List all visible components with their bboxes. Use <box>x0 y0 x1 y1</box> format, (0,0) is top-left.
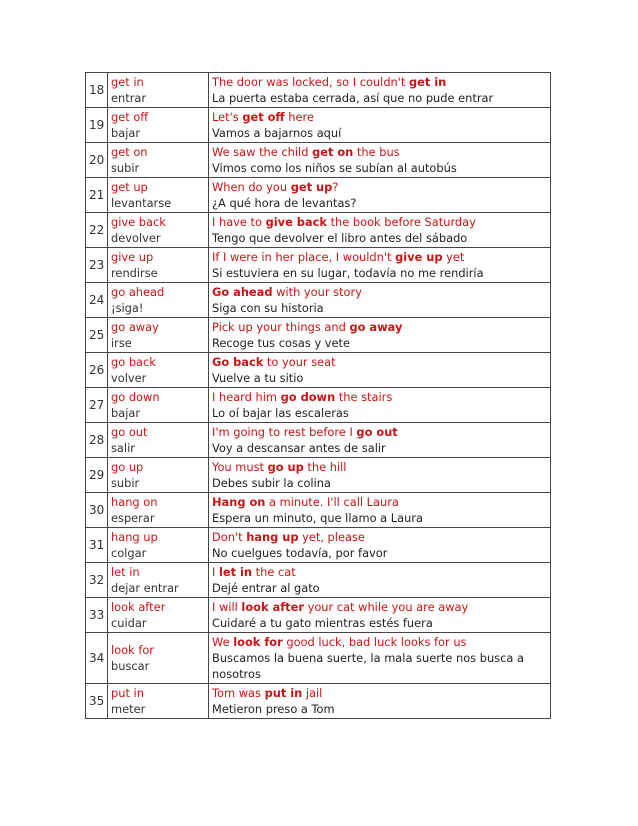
highlighted-verb: Go back <box>212 355 264 369</box>
phrasal-verb-english: look for <box>111 643 154 657</box>
verb-cell <box>108 73 209 108</box>
example-cell <box>209 143 551 178</box>
example-cell <box>209 458 551 493</box>
row-number: 35 <box>86 684 108 719</box>
example-sentence-english <box>212 179 547 195</box>
phrasal-verb-spanish: esperar <box>111 511 155 525</box>
example-sentence-spanish: La puerta estaba cerrada, así que no pude entrar <box>212 91 494 105</box>
verb-cell <box>108 318 209 353</box>
row-number: 19 <box>86 108 108 143</box>
table-row <box>86 458 551 493</box>
phrasal-verb-spanish: colgar <box>111 546 147 560</box>
phrasal-verb-spanish: cuidar <box>111 616 147 630</box>
sentence-fragment: jail <box>302 686 323 700</box>
highlighted-verb: Go ahead <box>212 285 273 299</box>
table-row <box>86 318 551 353</box>
row-number: 27 <box>86 388 108 423</box>
table-row <box>86 598 551 633</box>
table-row <box>86 143 551 178</box>
example-sentence-spanish: Lo oí bajar las escaleras <box>212 406 349 420</box>
example-cell <box>209 178 551 213</box>
verb-cell <box>108 388 209 423</box>
phrasal-verb-english: look after <box>111 600 166 614</box>
sentence-fragment: You must <box>212 460 268 474</box>
example-sentence-english <box>212 74 547 90</box>
sentence-fragment: to your seat <box>263 355 336 369</box>
table-row <box>86 73 551 108</box>
verb-cell <box>108 283 209 318</box>
example-sentence-spanish: Siga con su historia <box>212 301 324 315</box>
example-sentence-spanish: Voy a descansar antes de salir <box>212 441 386 455</box>
phrasal-verb-english: hang up <box>111 530 158 544</box>
sentence-fragment: I heard him <box>212 390 281 404</box>
row-number: 33 <box>86 598 108 633</box>
example-cell <box>209 528 551 563</box>
row-number: 26 <box>86 353 108 388</box>
phrasal-verb-english: go out <box>111 425 148 439</box>
sentence-fragment: yet <box>442 250 465 264</box>
example-sentence-english <box>212 354 547 370</box>
phrasal-verb-english: go ahead <box>111 285 165 299</box>
phrasal-verb-spanish: devolver <box>111 231 161 245</box>
table-body <box>86 73 551 719</box>
row-number: 29 <box>86 458 108 493</box>
example-sentence-english <box>212 459 547 475</box>
example-sentence-spanish: Vimos como los niños se subían al autobús <box>212 161 457 175</box>
table-row <box>86 178 551 213</box>
verb-cell <box>108 213 209 248</box>
example-sentence-english <box>212 319 547 335</box>
example-sentence-english <box>212 494 547 510</box>
table-row <box>86 528 551 563</box>
verb-cell <box>108 598 209 633</box>
highlighted-verb: get off <box>242 110 285 124</box>
phrasal-verb-spanish: bajar <box>111 126 141 140</box>
phrasal-verb-spanish: irse <box>111 336 132 350</box>
table-row <box>86 388 551 423</box>
row-number: 34 <box>86 633 108 684</box>
highlighted-verb: give back <box>265 215 327 229</box>
table-row <box>86 353 551 388</box>
row-number: 31 <box>86 528 108 563</box>
highlighted-verb: put in <box>264 686 303 700</box>
sentence-fragment: We saw the child <box>212 145 313 159</box>
example-sentence-spanish: Recoge tus cosas y vete <box>212 336 351 350</box>
sentence-fragment: I'm going to rest before I <box>212 425 357 439</box>
table-row <box>86 684 551 719</box>
phrasal-verb-spanish: dejar entrar <box>111 581 179 595</box>
example-sentence-spanish: Espera un minuto, que llamo a Laura <box>212 511 423 525</box>
row-number: 22 <box>86 213 108 248</box>
example-sentence-english <box>212 214 547 230</box>
verb-cell <box>108 684 209 719</box>
verb-cell <box>108 353 209 388</box>
sentence-fragment: Pick up your things and <box>212 320 350 334</box>
phrasal-verb-spanish: levantarse <box>111 196 172 210</box>
verb-cell <box>108 458 209 493</box>
sentence-fragment: If I were in her place, I wouldn't <box>212 250 396 264</box>
row-number: 18 <box>86 73 108 108</box>
phrasal-verb-english: go away <box>111 320 159 334</box>
example-cell <box>209 684 551 719</box>
row-number: 24 <box>86 283 108 318</box>
sentence-fragment: Don't <box>212 530 247 544</box>
row-number: 30 <box>86 493 108 528</box>
example-sentence-spanish: ¿A qué hora de levantas? <box>212 196 357 210</box>
row-number: 32 <box>86 563 108 598</box>
phrasal-verb-spanish: ¡siga! <box>111 301 144 315</box>
example-sentence-spanish: Debes subir la colina <box>212 476 331 490</box>
highlighted-verb: let in <box>218 565 253 579</box>
table-row <box>86 423 551 458</box>
sentence-fragment: I have to <box>212 215 266 229</box>
table-row <box>86 213 551 248</box>
sentence-fragment: a minute. I'll call Laura <box>265 495 399 509</box>
example-sentence-english <box>212 564 547 580</box>
example-cell <box>209 388 551 423</box>
example-cell <box>209 493 551 528</box>
sentence-fragment: Let's <box>212 110 243 124</box>
sentence-fragment: your cat while you are away <box>303 600 469 614</box>
verb-cell <box>108 178 209 213</box>
example-sentence-english <box>212 389 547 405</box>
phrasal-verb-english: get in <box>111 75 144 89</box>
example-sentence-english <box>212 634 547 650</box>
sentence-fragment: with your story <box>272 285 362 299</box>
example-sentence-spanish: Metieron preso a Tom <box>212 702 335 716</box>
highlighted-verb: go away <box>349 320 403 334</box>
phrasal-verbs-table <box>85 72 551 719</box>
example-cell <box>209 108 551 143</box>
highlighted-verb: get in <box>408 75 447 89</box>
phrasal-verb-english: give up <box>111 250 154 264</box>
verb-cell <box>108 633 209 684</box>
sentence-fragment: here <box>284 110 314 124</box>
highlighted-verb: get on <box>312 145 354 159</box>
example-sentence-english <box>212 109 547 125</box>
example-cell <box>209 283 551 318</box>
sentence-fragment: the book before Saturday <box>326 215 476 229</box>
highlighted-verb: go out <box>356 425 398 439</box>
phrasal-verb-spanish: volver <box>111 371 147 385</box>
example-sentence-spanish: Vuelve a tu sitio <box>212 371 304 385</box>
example-cell <box>209 213 551 248</box>
sentence-fragment: ? <box>332 180 339 194</box>
phrasal-verb-english: hang on <box>111 495 158 509</box>
example-sentence-english <box>212 144 547 160</box>
example-sentence-spanish: Dejé entrar al gato <box>212 581 320 595</box>
phrasal-verb-english: go up <box>111 460 144 474</box>
sentence-fragment: yet, please <box>298 530 365 544</box>
example-cell <box>209 353 551 388</box>
example-sentence-english <box>212 424 547 440</box>
highlighted-verb: Hang on <box>212 495 266 509</box>
example-cell <box>209 318 551 353</box>
example-sentence-english <box>212 249 547 265</box>
verb-cell <box>108 563 209 598</box>
table-row <box>86 563 551 598</box>
phrasal-verb-spanish: buscar <box>111 659 150 673</box>
phrasal-verb-english: go down <box>111 390 160 404</box>
verb-cell <box>108 143 209 178</box>
verb-cell <box>108 108 209 143</box>
phrasal-verb-english: get up <box>111 180 148 194</box>
highlighted-verb: look after <box>241 600 304 614</box>
sentence-fragment: the bus <box>353 145 400 159</box>
table-row <box>86 633 551 684</box>
example-cell <box>209 423 551 458</box>
row-number: 21 <box>86 178 108 213</box>
table-row <box>86 493 551 528</box>
phrasal-verb-spanish: subir <box>111 161 140 175</box>
sentence-fragment: When do you <box>212 180 291 194</box>
table-row <box>86 248 551 283</box>
phrasal-verb-english: let in <box>111 565 140 579</box>
verb-cell <box>108 493 209 528</box>
phrasal-verb-spanish: rendirse <box>111 266 158 280</box>
phrasal-verb-english: put in <box>111 686 144 700</box>
highlighted-verb: go down <box>280 390 336 404</box>
example-cell <box>209 633 551 684</box>
example-cell <box>209 598 551 633</box>
sentence-fragment: I will <box>212 600 242 614</box>
phrasal-verb-spanish: subir <box>111 476 140 490</box>
sentence-fragment: the hill <box>303 460 347 474</box>
example-sentence-english <box>212 529 547 545</box>
example-sentence-spanish: Si estuviera en su lugar, todavía no me rendiría <box>212 266 484 280</box>
highlighted-verb: go up <box>267 460 304 474</box>
phrasal-verb-english: get off <box>111 110 149 124</box>
example-cell <box>209 563 551 598</box>
example-sentence-english <box>212 685 547 701</box>
sentence-fragment: the cat <box>252 565 296 579</box>
example-sentence-spanish: Tengo que devolver el libro antes del sábado <box>212 231 468 245</box>
sentence-fragment: We <box>212 635 234 649</box>
example-sentence-spanish: No cuelgues todavía, por favor <box>212 546 388 560</box>
row-number: 25 <box>86 318 108 353</box>
highlighted-verb: get up <box>290 180 333 194</box>
phrasal-verb-english: go back <box>111 355 156 369</box>
highlighted-verb: look for <box>233 635 283 649</box>
row-number: 23 <box>86 248 108 283</box>
phrasal-verb-spanish: bajar <box>111 406 141 420</box>
phrasal-verb-english: give back <box>111 215 166 229</box>
sentence-fragment: the stairs <box>335 390 393 404</box>
phrasal-verb-spanish: salir <box>111 441 135 455</box>
example-cell <box>209 73 551 108</box>
verb-cell <box>108 248 209 283</box>
example-sentence-english <box>212 599 547 615</box>
example-sentence-english <box>212 284 547 300</box>
sentence-fragment: The door was locked, so I couldn't <box>212 75 409 89</box>
example-sentence-spanish: Vamos a bajarnos aquí <box>212 126 342 140</box>
highlighted-verb: hang up <box>246 530 299 544</box>
sentence-fragment: good luck, bad luck looks for us <box>282 635 467 649</box>
example-sentence-spanish: Cuidaré a tu gato mientras estés fuera <box>212 616 433 630</box>
verb-cell <box>108 528 209 563</box>
table-row <box>86 283 551 318</box>
verb-cell <box>108 423 209 458</box>
sentence-fragment: I <box>212 565 219 579</box>
phrasal-verb-english: get on <box>111 145 148 159</box>
sentence-fragment: Tom was <box>212 686 265 700</box>
row-number: 20 <box>86 143 108 178</box>
example-sentence-spanish: Buscamos la buena suerte, la mala suerte nos busca a nosotros <box>212 651 524 681</box>
example-cell <box>209 248 551 283</box>
highlighted-verb: give up <box>395 250 443 264</box>
phrasal-verb-spanish: entrar <box>111 91 147 105</box>
phrasal-verb-spanish: meter <box>111 702 146 716</box>
table-row <box>86 108 551 143</box>
row-number: 28 <box>86 423 108 458</box>
